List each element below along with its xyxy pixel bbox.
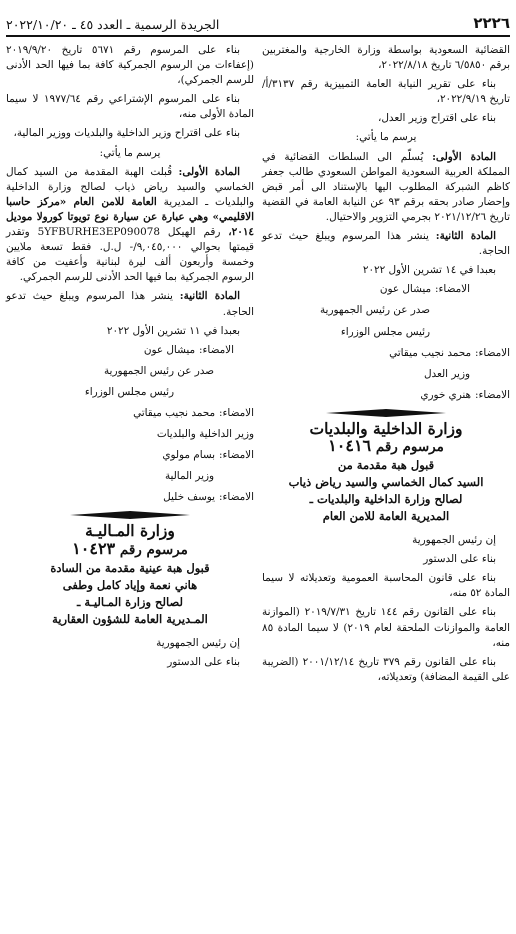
article-2 (262, 229, 510, 259)
subject-line: قبول هبة عينية مقدمة من السادة (50, 560, 210, 575)
signature-label: الامضاء: (199, 343, 234, 356)
article-text: يُسلّم الى السلطات القضائية في المملكة العربية السعودية المواطن السعودي طالب جعفر كاظم الشبركة المطلوب اليها بالإستناد الى أمر قبض وإحضار صادر بحقه برقم ٩٣ عن النيابة العامة في القضية تاريخ ٢٠٢١/١٢/٢٦ بجرمي التزوير والاحتيال. (262, 150, 510, 223)
article-text: رقم الهيكل 5YFBURHE3EP090078 وتقدر قيمتها بحوالي ٩,٠٤٥,٠٠٠/- ل.ل. فقط تسعة ملايين وخمسة وأربعون ألف ليرة لبنانية وأعفيت من كافة الرسوم الجمركية بما فيها الحد الأدنى للرسم الجمركي. (6, 226, 254, 284)
article-label: المادة الأولى: (432, 150, 496, 163)
signature-minister (262, 388, 510, 403)
running-title: الجريدة الرسمية ـ العدد ٤٥ ـ ٢٠٢٢/١٠/٢٠ (6, 17, 220, 32)
right-column (262, 43, 510, 689)
article-label: المادة الثانية: (179, 290, 240, 303)
decree-label: مرسوم رقم (119, 541, 188, 558)
decree-number-value: ١٠٤٢٣ (72, 538, 116, 558)
pm-title: رئيس مجلس الوزراء (340, 325, 430, 338)
paragraph: بناء على الدستور (167, 655, 240, 668)
signature-president (262, 282, 510, 297)
issued-by: صدر عن رئيس الجمهورية (103, 364, 214, 377)
signature-label: الامضاء: (435, 283, 470, 296)
minister-title: وزير المالية (164, 470, 214, 483)
article-text: ينشر هذا المرسوم ويبلغ حيث تدعو الحاجة. (6, 290, 254, 318)
date-line: بعبدا في ١١ تشرين الأول ٢٠٢٢ (106, 324, 240, 337)
ministry-title: وزارة المـاليـة (85, 521, 175, 541)
article-text: ينشر هذا المرسوم ويبلغ حيث تدعو الحاجة. (262, 230, 510, 258)
decree-number (262, 435, 510, 455)
signature-label: الامضاء: (475, 388, 510, 401)
article-2 (6, 289, 254, 319)
article-label: المادة الأولى: (178, 165, 240, 178)
signature-minister (6, 448, 254, 463)
paragraph: إن رئيس الجمهورية (412, 534, 496, 547)
decrees-heading: يرسم ما يأتي: (355, 131, 417, 144)
subject-line: قبول هبة مقدمة من (337, 458, 435, 473)
signature-label: الامضاء: (219, 406, 254, 419)
decree-subject (262, 457, 510, 525)
signature-name: هنري خوري (420, 388, 472, 401)
signature-minister (6, 490, 254, 505)
signature-name: بسام مولوي (162, 449, 216, 462)
paragraph: القضائية السعودية بواسطة وزارة الخارجية والمغتربين برقم ٦/٥٨٥٠ تاريخ ٢٠٢٢/٨/١٨، (262, 44, 510, 72)
decree-label: مرسوم رقم (375, 438, 444, 455)
minister-title: وزير العدل (423, 367, 470, 380)
article-1 (6, 165, 254, 286)
subject-line: لصالح وزارة الداخلية والبلديات ـ (309, 492, 463, 507)
signature-pm (6, 406, 254, 421)
signature-label: الامضاء: (219, 491, 254, 504)
divider-ornament (326, 409, 446, 417)
divider-ornament (70, 511, 190, 519)
subject-line: هاني نعمة وإياد كامل وطفى (62, 577, 198, 592)
ministry-title: وزارة الداخلية والبلديات (309, 418, 463, 438)
paragraph: بناء على القانون رقم ١٤٤ تاريخ ٢٠١٩/٧/٣١ (الموازنة العامة والموازنات الملحقة لعام ٢٠١٩) لا سيما المادة ٨٥ منه، (262, 606, 510, 649)
signature-label: الامضاء: (219, 449, 254, 462)
subject-line: المديرية العامة للامن العام (322, 509, 450, 524)
paragraph: إن رئيس الجمهورية (156, 636, 240, 649)
decree-subject (6, 560, 254, 628)
signature-name: ميشال عون (379, 283, 432, 296)
section-divider (262, 409, 510, 417)
signature-label: الامضاء: (475, 346, 510, 359)
date-line: بعبدا في ١٤ تشرين الأول ٢٠٢٢ (362, 264, 496, 277)
page-number: ٢٢٢٦ (473, 14, 510, 32)
article-text: قُبلت الهبة المقدمة من السيد كمال الخماسي والسيد رياض ذياب لصالح وزارة الداخلية والبلديات ـ المديرية (6, 165, 254, 208)
decree-number-value: ١٠٤١٦ (328, 435, 372, 455)
decrees-heading: يرسم ما يأتي: (99, 146, 161, 159)
left-column (6, 43, 254, 689)
signature-president (6, 343, 254, 358)
paragraph: بناء على المرسوم الإشتراعي رقم ١٩٧٧/٦٤ لا سيما المادة الأولى منه، (6, 93, 254, 121)
signature-name: ميشال عون (143, 343, 196, 356)
page-header (6, 8, 510, 37)
section-divider (6, 511, 254, 519)
paragraph: بناء على القانون رقم ٣٧٩ تاريخ ٢٠٠١/١٢/١٤ (الضريبة على القيمة المضافة) وتعديلاته، (262, 655, 510, 683)
columns (6, 43, 510, 689)
issued-by: صدر عن رئيس الجمهورية (319, 304, 430, 317)
article-1 (262, 150, 510, 225)
paragraph: بناء على تقرير النيابة العامة التمييزية رقم ٣١٣٧/أ/ تاريخ ٢٠٢٢/٩/١٩، (262, 78, 510, 106)
paragraph: بناء على اقتراح وزير الداخلية والبلديات ووزير المالية، (13, 127, 240, 140)
subject-line: لصالح وزارة المـاليـة ـ (77, 594, 183, 609)
paragraph: بناء على المرسوم رقم ٥٦٧١ تاريخ ٢٠١٩/٩/٢٠ (إعفاءات من الرسوم الجمركية كافة بما فيها الحد الأدنى للرسم الجمركي)، (6, 44, 254, 87)
decree-number (6, 538, 254, 558)
pm-title: رئيس مجلس الوزراء (84, 385, 174, 398)
subject-line: السيد كمال الخماسي والسيد رياض ذياب (288, 475, 484, 490)
article-bold-text: العامة للامن العام «مركز حاسبا الاقليمي» وهي عبارة عن سيارة نوع تويوتا كورولا موديل ٢٠١٤، (6, 195, 254, 239)
subject-line: المـديرية العامة للشؤون العقارية (52, 611, 208, 626)
paragraph: بناء على قانون المحاسبة العمومية وتعديلاته لا سيما المادة ٥٢ منه، (262, 572, 510, 600)
minister-title: وزير الداخلية والبلديات (156, 428, 254, 441)
signature-pm (262, 346, 510, 361)
signature-name: محمد نجيب ميقاتي (389, 346, 472, 359)
article-label: المادة الثانية: (435, 230, 496, 243)
paragraph: بناء على الدستور (423, 553, 496, 566)
signature-name: محمد نجيب ميقاتي (133, 406, 216, 419)
signature-name: يوسف خليل (163, 491, 216, 504)
paragraph: بناء على اقتراح وزير العدل، (378, 112, 496, 125)
